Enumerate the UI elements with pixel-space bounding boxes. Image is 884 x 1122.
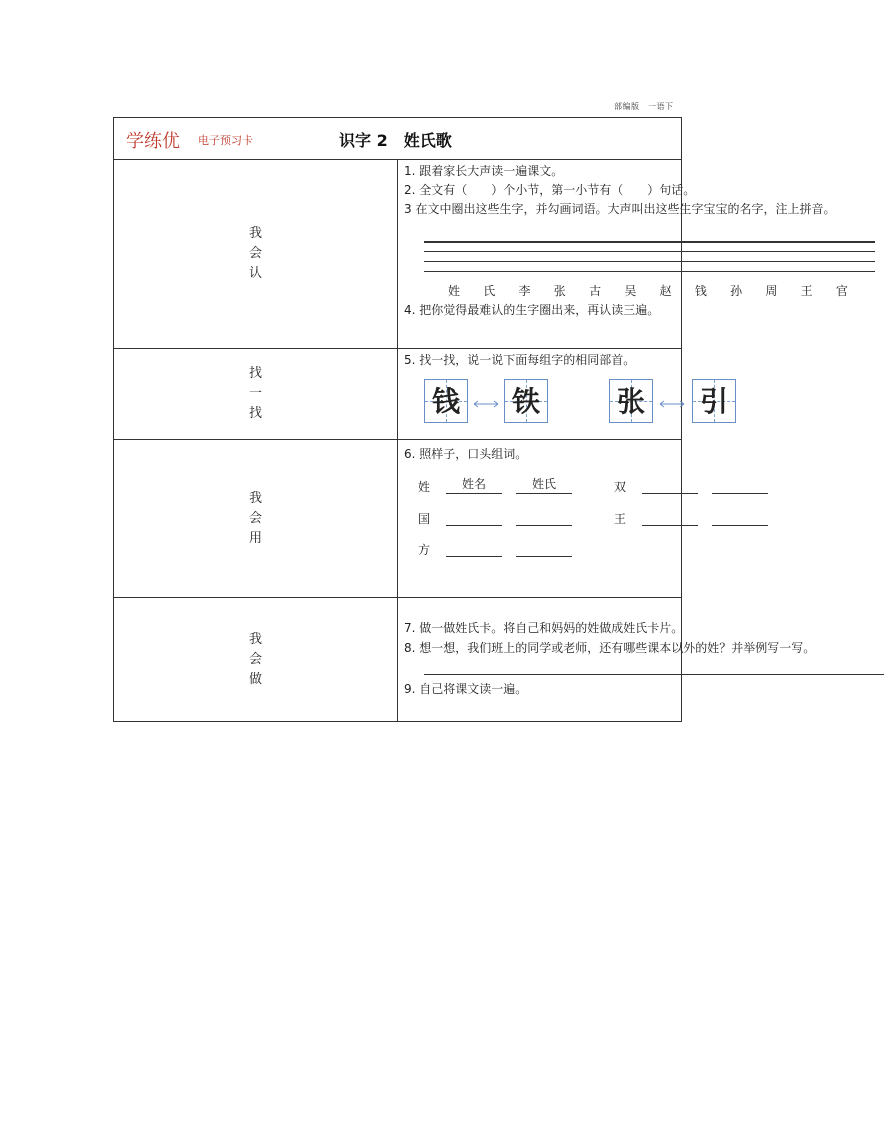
character: 李 <box>518 284 531 298</box>
word-blank[interactable] <box>642 476 698 494</box>
word-blank[interactable] <box>446 508 502 526</box>
grid-character: 引 <box>699 385 728 418</box>
section-label-do <box>114 598 398 722</box>
word-blank: 姓氏 <box>516 476 572 494</box>
double-arrow-icon <box>472 399 500 409</box>
grid-character: 铁 <box>511 385 540 418</box>
side-char: 我 <box>248 490 262 506</box>
question-4: 4. 把你觉得最难认的生字圈出来，再认读三遍。 <box>404 303 660 317</box>
section-label-find <box>114 349 398 440</box>
question-9: 9. 自己将课文读一遍。 <box>404 682 528 696</box>
character: 赵 <box>659 284 672 298</box>
character: 周 <box>765 284 778 298</box>
edition-label: 部编版 一语下 <box>614 102 674 111</box>
word-char: 国 <box>418 512 431 526</box>
character-grid-box <box>692 379 736 423</box>
question-2: 2. 全文有（ ）个小节，第一小节有（ ）句话。 <box>404 183 696 197</box>
question-8: 8. 想一想，我们班上的同学或老师，还有哪些课本以外的姓？并举例写一写。 <box>404 641 816 655</box>
word-blank[interactable] <box>446 539 502 557</box>
pinyin-line <box>424 261 875 262</box>
side-char: 会 <box>248 246 262 261</box>
pinyin-line <box>424 241 875 243</box>
word-blank[interactable] <box>516 508 572 526</box>
double-arrow-icon <box>658 399 686 409</box>
question-7: 7. 做一做姓氏卡。将自己和妈妈的姓做成姓氏卡片。 <box>404 621 684 635</box>
side-char: 认 <box>248 266 262 281</box>
word-blank: 姓名 <box>446 476 502 494</box>
character: 姓 <box>448 284 461 298</box>
question-1: 1. 跟着家长大声读一遍课文。 <box>404 164 564 178</box>
lesson-title: 识字 2 姓氏歌 <box>339 131 452 150</box>
character: 吴 <box>624 284 637 298</box>
side-char: 用 <box>248 530 262 546</box>
card-title-row <box>114 118 682 160</box>
section-label-use <box>114 440 398 598</box>
section-use <box>398 440 682 598</box>
preview-card <box>113 117 848 722</box>
side-char: 找 <box>248 406 262 421</box>
word-char: 方 <box>418 543 431 557</box>
section-do <box>398 598 816 722</box>
side-char: 会 <box>248 510 262 526</box>
side-char: 找 <box>248 366 262 381</box>
brand-logo-text: 学练优 <box>126 131 180 152</box>
side-char: 做 <box>248 671 262 687</box>
pinyin-line <box>424 251 875 252</box>
character: 孙 <box>730 284 743 298</box>
word-blank[interactable] <box>516 539 572 557</box>
character: 钱 <box>694 284 707 298</box>
character: 王 <box>800 284 813 298</box>
character-grid-box <box>424 379 468 423</box>
pinyin-line <box>424 271 875 272</box>
word-blank[interactable] <box>712 476 768 494</box>
section-recognize <box>398 160 848 349</box>
grid-character: 钱 <box>431 385 460 418</box>
side-char: 我 <box>248 226 262 241</box>
character-grid-box <box>504 379 548 423</box>
question-3: 3 在文中圈出这些生字，并勾画词语。大声叫出这些生字宝宝的名字，注上拼音。 <box>404 202 836 216</box>
character: 张 <box>553 284 566 298</box>
answer-line[interactable] <box>424 674 884 675</box>
word-char: 双 <box>614 480 627 494</box>
section-find <box>398 349 728 440</box>
word-blank[interactable] <box>642 508 698 526</box>
side-char: 我 <box>248 631 262 647</box>
section-label-recognize <box>114 160 398 349</box>
brand-subtitle: 电子预习卡 <box>198 134 253 147</box>
character: 官 <box>835 284 848 298</box>
character-list <box>448 282 848 301</box>
question-6: 6. 照样子，口头组词。 <box>404 447 528 461</box>
word-blank[interactable] <box>712 508 768 526</box>
character: 氏 <box>483 284 496 298</box>
character-grid-box <box>609 379 653 423</box>
side-char: 一 <box>248 386 262 401</box>
character: 古 <box>589 284 602 298</box>
word-char: 姓 <box>418 480 431 494</box>
side-char: 会 <box>248 651 262 667</box>
question-5: 5. 找一找，说一说下面每组字的相同部首。 <box>404 353 636 367</box>
grid-character: 张 <box>616 385 645 418</box>
word-char: 王 <box>614 512 627 526</box>
